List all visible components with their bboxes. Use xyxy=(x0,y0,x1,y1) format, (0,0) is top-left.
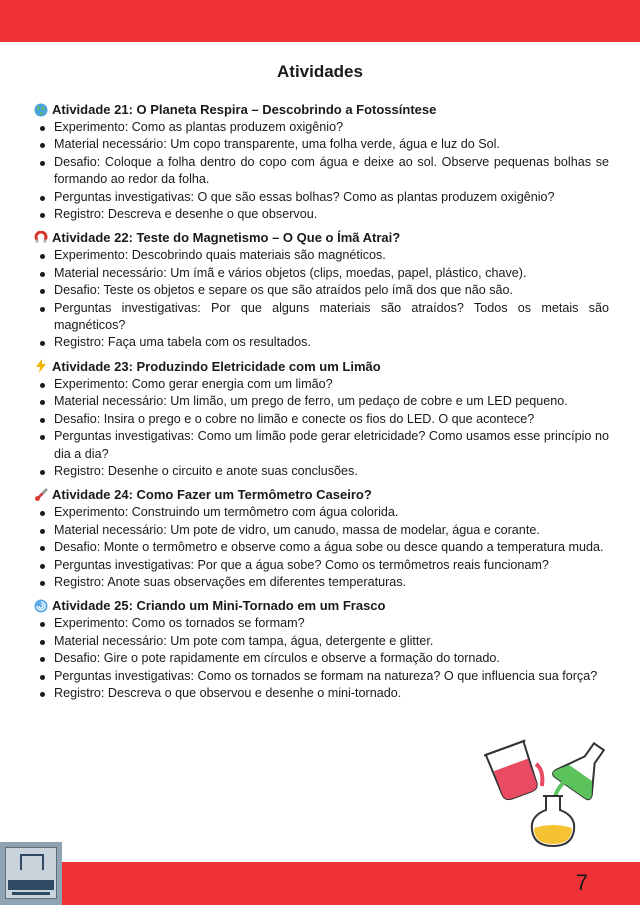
activity-22 xyxy=(34,229,609,351)
list-item: Experimento: Como os tornados se formam? xyxy=(34,615,609,632)
activity-21 xyxy=(34,101,609,223)
page-number: 7 xyxy=(575,870,588,895)
list-item: Desafio: Coloque a folha dentro do copo com água e deixe ao sol. Observe pequenas bolhas se formando ao redor da folha. xyxy=(34,154,609,189)
list-item: Registro: Descreva e desenhe o que observou. xyxy=(34,206,609,223)
list-item: Registro: Anote suas observações em diferentes temperaturas. xyxy=(34,574,609,591)
list-item: Material necessário: Um limão, um prego de ferro, um pedaço de cobre e um LED pequeno. xyxy=(34,393,609,410)
list-item: Perguntas investigativas: Como os tornados se formam na natureza? O que influencia sua força? xyxy=(34,668,609,685)
list-item: Perguntas investigativas: O que são essas bolhas? Como as plantas produzem oxigênio? xyxy=(34,189,609,206)
list-item: Desafio: Gire o pote rapidamente em círculos e observe a formação do tornado. xyxy=(34,650,609,667)
list-item: Perguntas investigativas: Por que a água sobe? Como os termômetros reais funcionam? xyxy=(34,557,609,574)
thermometer-icon xyxy=(34,488,48,502)
tornado-icon xyxy=(34,599,48,613)
list-item: Experimento: Como as plantas produzem oxigênio? xyxy=(34,119,609,136)
activity-heading: Atividade 22: Teste do Magnetismo – O Que o Ímã Atrai? xyxy=(52,230,401,246)
list-item: Perguntas investigativas: Por que alguns materiais são atraídos? Todos os metais são magnéticos? xyxy=(34,300,609,335)
top-banner xyxy=(0,0,640,42)
activity-heading: Atividade 23: Produzindo Eletricidade com um Limão xyxy=(52,358,381,374)
list-item: Material necessário: Um pote de vidro, um canudo, massa de modelar, água e corante. xyxy=(34,522,609,539)
list-item: Material necessário: Um pote com tampa, água, detergente e glitter. xyxy=(34,633,609,650)
activity-heading: Atividade 25: Criando um Mini-Tornado em um Frasco xyxy=(52,598,386,614)
list-item: Registro: Desenhe o circuito e anote suas conclusões. xyxy=(34,463,609,480)
activity-25 xyxy=(34,597,609,702)
activity-23 xyxy=(34,358,609,480)
list-item: Registro: Faça uma tabela com os resultados. xyxy=(34,334,609,351)
publisher-logo xyxy=(0,842,62,905)
list-item: Desafio: Teste os objetos e separe os que são atraídos pelo ímã dos que não são. xyxy=(34,282,609,299)
bottom-banner xyxy=(0,862,640,905)
list-item: Desafio: Monte o termômetro e observe como a água sobe ou desce quando a temperatura muda. xyxy=(34,539,609,556)
earth-icon xyxy=(34,103,48,117)
activity-24 xyxy=(34,486,609,591)
list-item: Perguntas investigativas: Como um limão pode gerar eletricidade? Como usamos esse princípio no dia a dia? xyxy=(34,428,609,463)
list-item: Experimento: Descobrindo quais materiais são magnéticos. xyxy=(34,247,609,264)
activities-list xyxy=(34,101,609,708)
list-item: Desafio: Insira o prego e o cobre no limão e conecte os fios do LED. O que acontece? xyxy=(34,411,609,428)
lightning-icon xyxy=(34,359,48,373)
list-item: Experimento: Construindo um termômetro com água colorida. xyxy=(34,504,609,521)
magnet-icon xyxy=(34,231,48,245)
list-item: Registro: Descreva o que observou e desenhe o mini-tornado. xyxy=(34,685,609,702)
activity-heading: Atividade 21: O Planeta Respira – Descobrindo a Fotossíntese xyxy=(52,102,437,117)
list-item: Material necessário: Um copo transparente, uma folha verde, água e luz do Sol. xyxy=(34,136,609,153)
list-item: Material necessário: Um ímã e vários objetos (clips, moedas, papel, plástico, chave). xyxy=(34,265,609,282)
page-title: Atividades xyxy=(277,62,363,81)
chemistry-flasks-illustration xyxy=(484,738,614,848)
activity-heading: Atividade 24: Como Fazer um Termômetro Caseiro? xyxy=(52,487,372,503)
list-item: Experimento: Como gerar energia com um limão? xyxy=(34,376,609,393)
